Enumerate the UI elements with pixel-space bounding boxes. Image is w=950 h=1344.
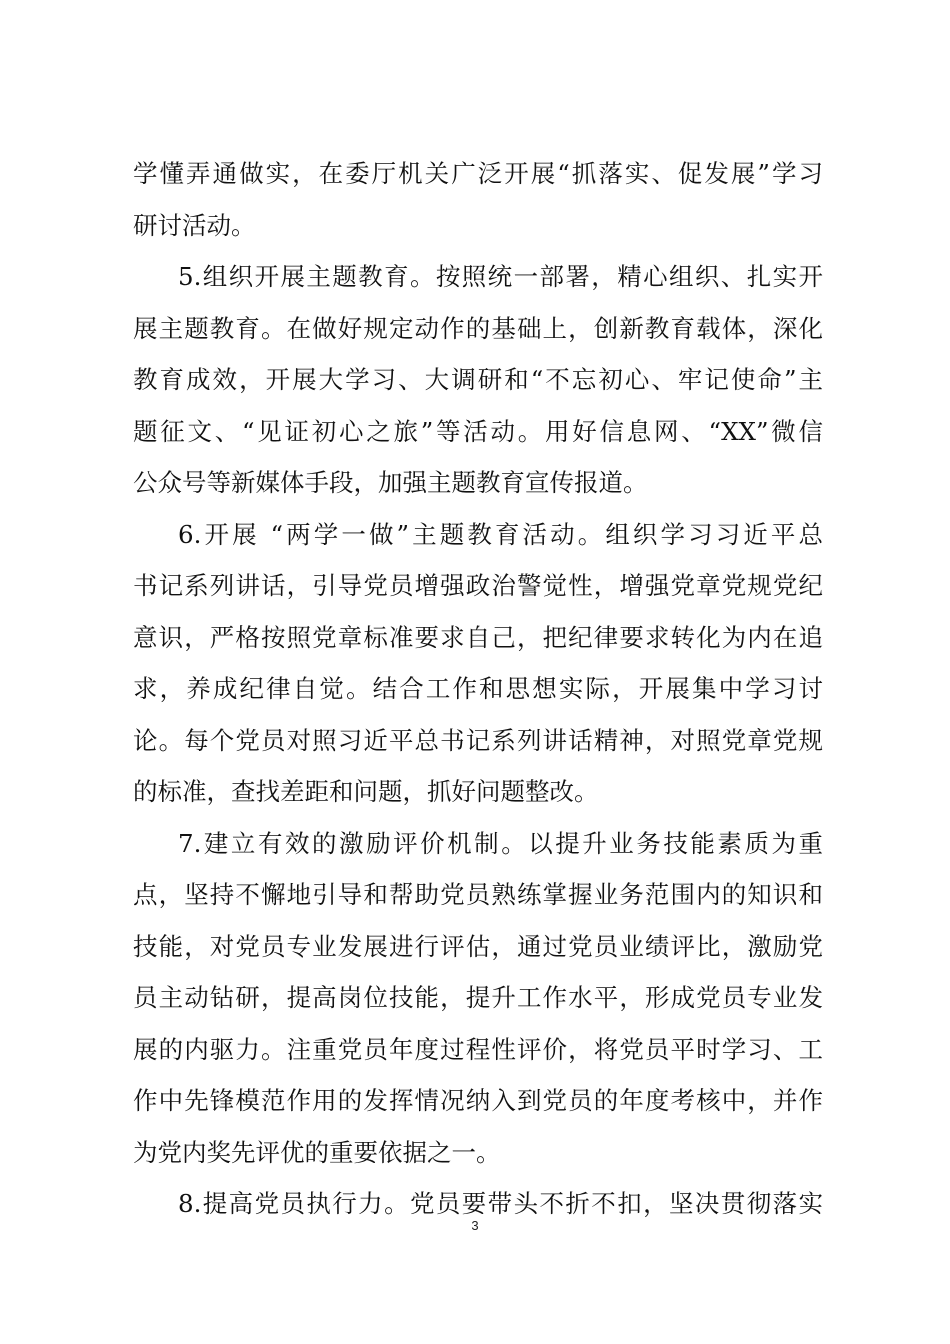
text-line: 6.开展 “两学一做”主题教育活动。组织学习习近平总	[178, 519, 823, 549]
text-line: 点，坚持不懈地引导和帮助党员熟练掌握业务范围内的知识和	[133, 880, 823, 909]
text-line: 展主题教育。在做好规定动作的基础上，创新教育载体，深化	[133, 313, 823, 343]
text-line: 作中先锋模范作用的发挥情况纳入到党员的年度考核中，并作	[133, 1086, 823, 1115]
text-line: 书记系列讲话，引导党员增强政治警觉性，增强党章党规党纪	[133, 571, 823, 600]
text-line: 8.提高党员执行力。党员要带头不折不扣，坚决贯彻落实	[178, 1189, 823, 1218]
text-line: 论。每个党员对照习近平总书记系列讲话精神，对照党章党规	[133, 725, 823, 755]
text-line: 研讨活动。	[133, 210, 256, 240]
text-line: 技能，对党员专业发展进行评估，通过党员业绩评比，激励党	[133, 931, 823, 961]
body-text	[133, 148, 823, 1230]
text-line: 7.建立有效的激励评价机制。以提升业务技能素质为重	[178, 828, 823, 858]
text-line: 意识，严格按照党章标准要求自己，把纪律要求转化为内在追	[133, 622, 823, 652]
text-line: 为党内奖先评优的重要依据之一。	[133, 1137, 501, 1167]
text-line: 的标准，查找差距和问题，抓好问题整改。	[133, 777, 599, 806]
text-line: 题征文、“见证初心之旅”等活动。用好信息网、“XX”微信	[133, 416, 823, 446]
text-line: 教育成效，开展大学习、大调研和“不忘初心、牢记使命”主	[133, 365, 823, 394]
text-line: 学懂弄通做实，在委厅机关广泛开展“抓落实、促发展”学习	[133, 159, 823, 188]
text-line: 公众号等新媒体手段，加强主题教育宣传报道。	[133, 468, 648, 497]
text-line: 展的内驱力。注重党员年度过程性评价，将党员平时学习、工	[133, 1034, 823, 1064]
page-number: 3	[471, 1218, 479, 1233]
text-line: 5.组织开展主题教育。按照统一部署，精心组织、扎实开	[178, 262, 823, 291]
text-line: 员主动钻研，提高岗位技能，提升工作水平，形成党员专业发	[133, 983, 823, 1012]
text-line: 求，养成纪律自觉。结合工作和思想实际，开展集中学习讨	[133, 674, 823, 703]
